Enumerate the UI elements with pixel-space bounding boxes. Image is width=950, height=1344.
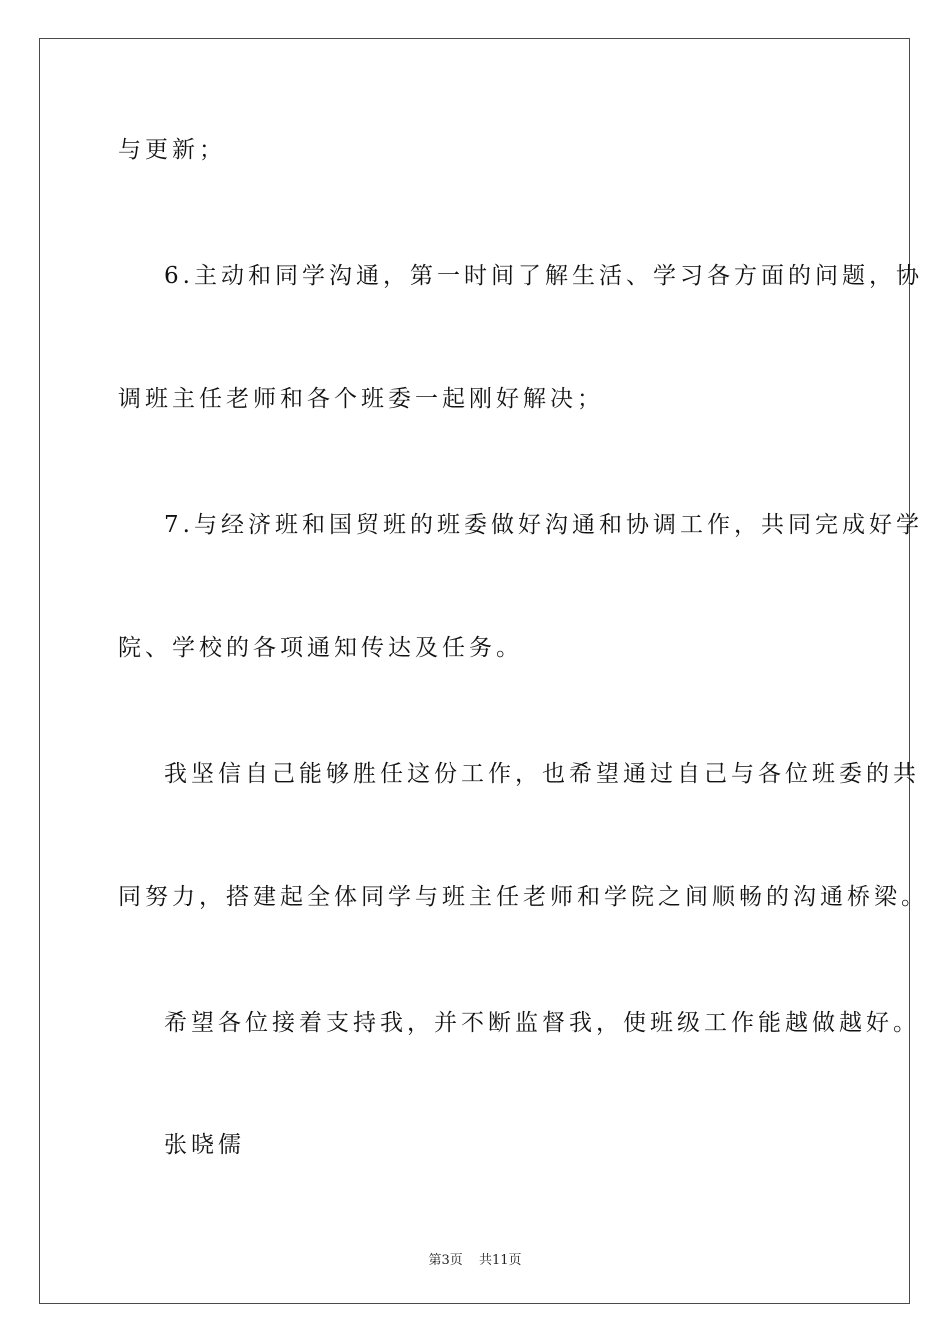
signature-name: 张晓儒 bbox=[164, 1132, 245, 1158]
page-footer bbox=[0, 1249, 950, 1268]
paragraph-line-7: 同努力，搭建起全体同学与班主任老师和学院之间顺畅的沟通桥梁。 bbox=[118, 884, 928, 910]
current-page-label: 第3页 bbox=[428, 1253, 463, 1268]
paragraph-line-4: 7.与经济班和国贸班的班委做好沟通和协调工作，共同完成好学 bbox=[164, 512, 923, 538]
page-frame bbox=[39, 38, 910, 1304]
paragraph-line-6: 我坚信自己能够胜任这份工作，也希望通过自己与各位班委的共 bbox=[164, 761, 920, 787]
paragraph-line-8: 希望各位接着支持我，并不断监督我，使班级工作能越做越好。 bbox=[164, 1010, 920, 1036]
paragraph-line-5: 院、学校的各项通知传达及任务。 bbox=[118, 635, 523, 661]
paragraph-line-2: 6.主动和同学沟通，第一时间了解生活、学习各方面的问题，协 bbox=[164, 263, 923, 289]
total-pages-label: 共11页 bbox=[478, 1253, 522, 1268]
paragraph-line-1: 与更新； bbox=[118, 137, 226, 163]
paragraph-line-3: 调班主任老师和各个班委一起刚好解决； bbox=[118, 386, 604, 412]
